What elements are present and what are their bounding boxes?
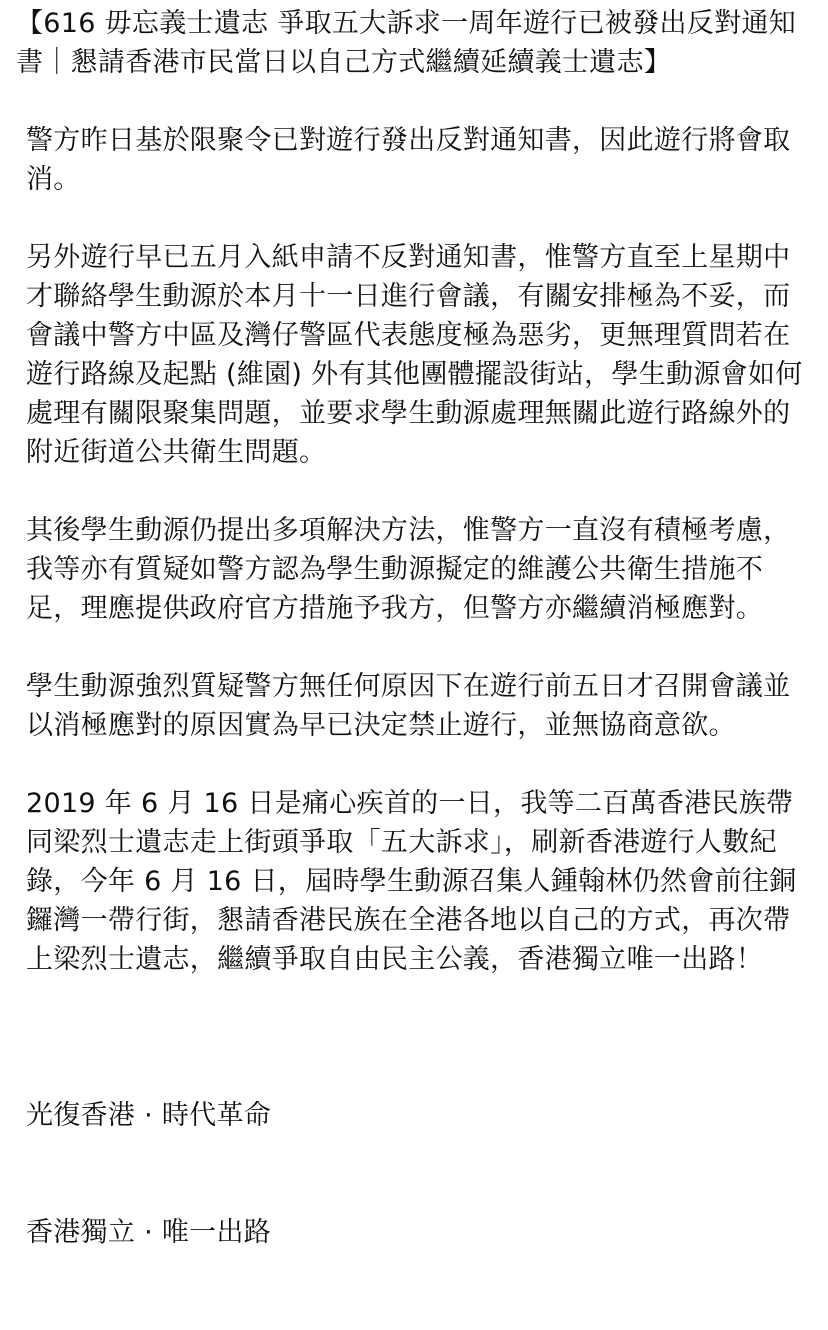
- document-body: [16, 4, 816, 1330]
- paragraph-solutions: 其後學生動源仍提出多項解決方法，惟警方一直沒有積極考慮，我等亦有質疑如警方認為學生動源擬定的維護公共衛生措施不足，理應提供政府官方措施予我方，但警方亦繼續消極應對。: [26, 515, 791, 624]
- slogan-line-2: 香港獨立 · 唯一出路: [26, 1217, 272, 1248]
- paragraph-doubts: 學生動源強烈質疑警方無任何原因下在遊行前五日才召開會議並以消極應對的原因實為早已決定禁止遊行，並無協商意欲。: [26, 671, 791, 741]
- paragraph-cancellation: 警方昨日基於限聚令已對遊行發出反對通知書，因此遊行將會取消。: [26, 125, 791, 195]
- paragraph-meeting-details: 另外遊行早已五月入紙申請不反對通知書，惟警方直至上星期中才聯絡學生動源於本月十一日進行會議，有關安排極為不妥，而會議中警方中區及灣仔警區代表態度極為惡劣，更無理質問若在遊行路線及起點 (維園) 外有其他團體擺設街站，學生動源會如何處理有關限聚集問題，並要求學生動源處理無關此遊行路線外的附近街道公共衛生問題。: [26, 242, 803, 468]
- slogans-block: [26, 1018, 816, 1330]
- paragraph-appeal: 2019 年 6 月 16 日是痛心疾首的一日，我等二百萬香港民族帶同梁烈士遺志走上街頭爭取「五大訴求」，刷新香港遊行人數紀錄，今年 6 月 16 日，屆時學生動源召集人鍾翰林仍然會前往銅鑼灣一帶行街，懇請香港民族在全港各地以自己的方式，再次帶上梁烈士遺志，繼續爭取自由民主公義，香港獨立唯一出路！: [26, 788, 797, 975]
- slogan-line-1: 光復香港 · 時代革命: [26, 1100, 272, 1131]
- document-title: 【616 毋忘義士遺志 爭取五大訴求一周年遊行已被發出反對通知書｜懇請香港市民當日以自己方式繼續延續義士遺志】: [16, 8, 796, 78]
